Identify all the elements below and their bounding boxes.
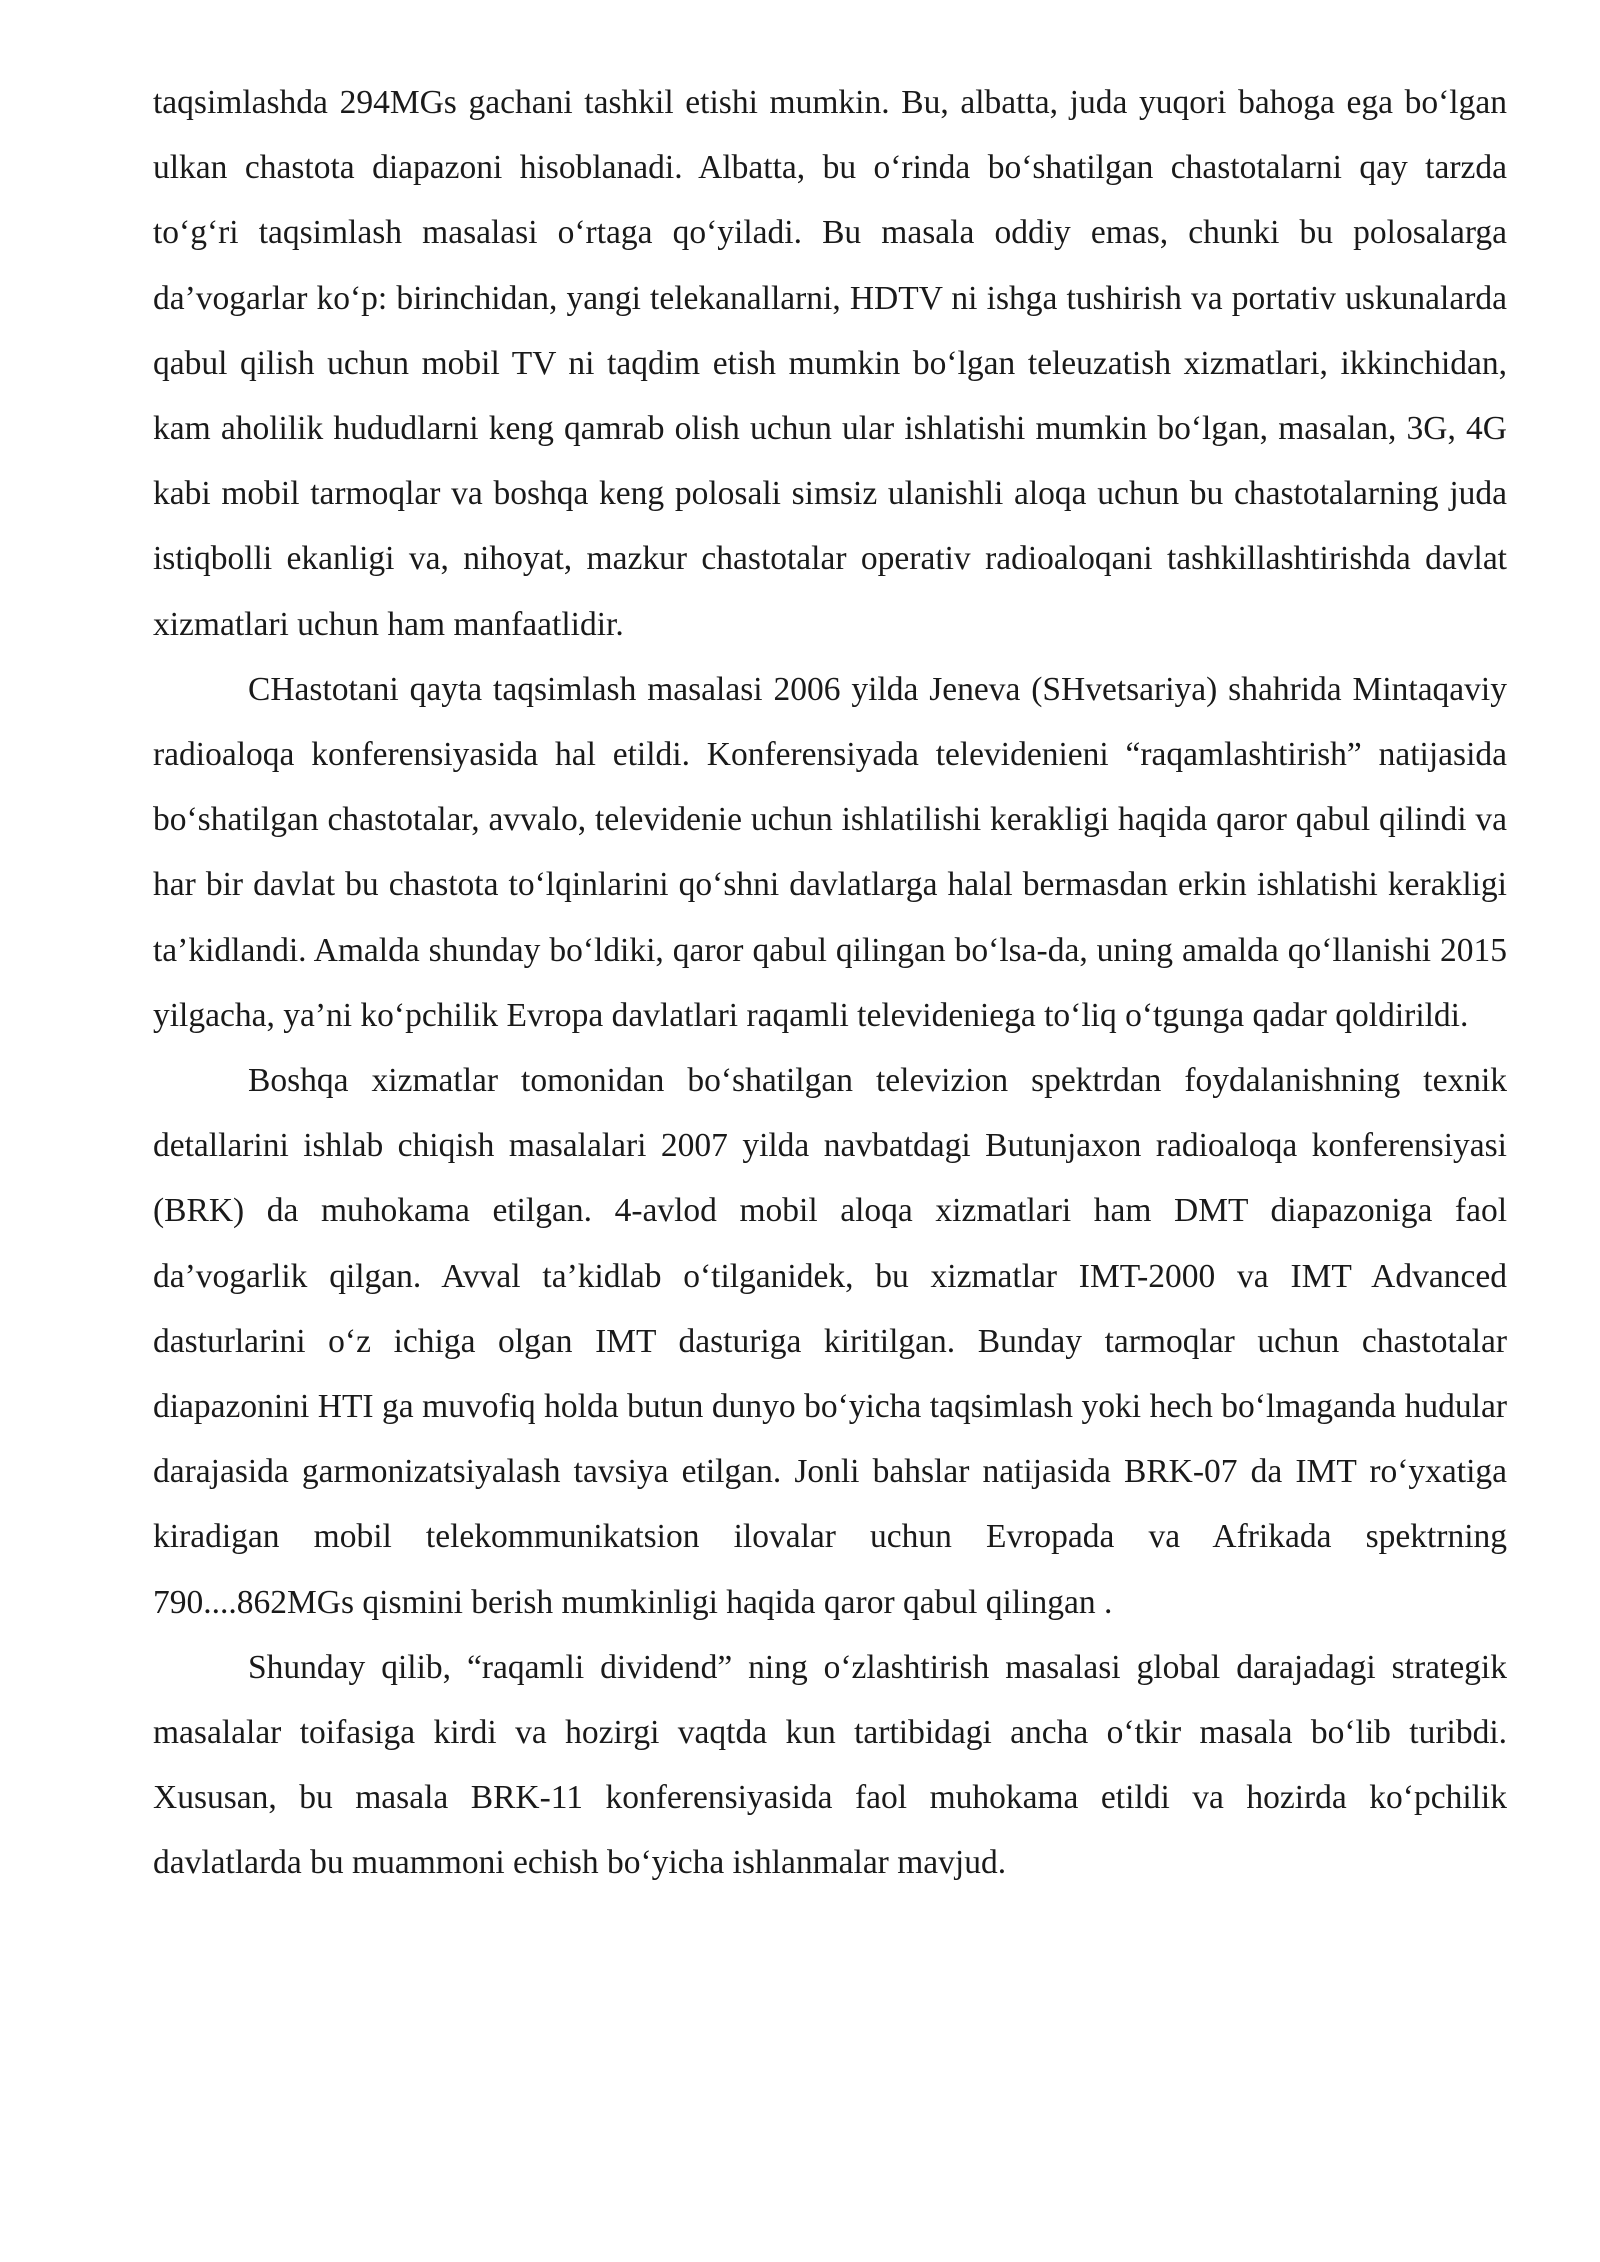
paragraph-1: taqsimlashda 294MGs gachani tashkil etishi mumkin. Bu, albatta, juda yuqori bahoga ega boʻlgan ulkan chastota diapazoni hisoblanadi. Albatta, bu oʻrinda boʻshatilgan chastotalarni qay tarzda toʻgʻri taqsimlash masalasi oʻrtaga qoʻyiladi. Bu masala oddiy emas, chunki bu polosalarga da’vogarlar koʻp: birinchidan, yangi telekanallarni, HDTV ni ishga tushirish va portativ uskunalarda qabul qilish uchun mobil TV ni taqdim etish mumkin boʻlgan teleuzatish xizmatlari, ikkinchidan, kam aholilik hududlarni keng qamrab olish uchun ular ishlatishi mumkin boʻlgan, masalan, 3G, 4G kabi mobil tarmoqlar va boshqa keng polosali simsiz ulanishli aloqa uchun bu chastotalarning juda istiqbolli ekanligi va, nihoyat, mazkur chastotalar operativ radioaloqani tashkillashtirishda davlat xizmatlari uchun ham manfaatlidir.: [153, 84, 1507, 643]
paragraph-2: CHastotani qayta taqsimlash masalasi 2006 yilda Jeneva (SHvetsariya) shahrida Mintaqaviy radioaloqa konferensiyasida hal etildi. Konferensiyada televidenieni “raqamlashtirish” natijasida boʻshatilgan chastotalar, avvalo, televidenie uchun ishlatilishi kerakligi haqida qaror qabul qilindi va har bir davlat bu chastota toʻlqinlarini qoʻshni davlatlarga halal bermasdan erkin ishlatishi kerakligi ta’kidlandi. Amalda shunday boʻldiki, qaror qabul qilingan boʻlsa-da, uning amalda qoʻllanishi 2015 yilgacha, ya’ni koʻpchilik Evropa davlatlari raqamli televideniega toʻliq oʻtgunga qadar qoldirildi.: [153, 670, 1507, 1034]
paragraph-4: Shunday qilib, “raqamli dividend” ning oʻzlashtirish masalasi global darajadagi strategik masalalar toifasiga kirdi va hozirgi vaqtda kun tartibidagi ancha oʻtkir masala boʻlib turibdi. Xususan, bu masala BRK-11 konferensiyasida faol muhokama etildi va hozirda koʻpchilik davlatlarda bu muammoni echish boʻyicha ishlanmalar mavjud.: [153, 1648, 1507, 1882]
document-body: [153, 70, 1507, 1896]
paragraph-3: Boshqa xizmatlar tomonidan boʻshatilgan televizion spektrdan foydalanishning texnik detallarini ishlab chiqish masalalari 2007 yilda navbatdagi Butunjaxon radioaloqa konferensiyasi (BRK) da muhokama etilgan. 4-avlod mobil aloqa xizmatlari ham DMT diapazoniga faol da’vogarlik qilgan. Avval ta’kidlab oʻtilganidek, bu xizmatlar IMT-2000 va IMT Advanced dasturlarini oʻz ichiga olgan IMT dasturiga kiritilgan. Bunday tarmoqlar uchun chastotalar diapazonini HTI ga muvofiq holda butun dunyo boʻyicha taqsimlash yoki hech boʻlmaganda hudular darajasida garmonizatsiyalash tavsiya etilgan. Jonli bahslar natijasida BRK-07 da IMT roʻyxatiga kiradigan mobil telekommunikatsion ilovalar uchun Evropada va Afrikada spektrning 790....862MGs qismini berish mumkinligi haqida qaror qabul qilingan .: [153, 1062, 1507, 1621]
